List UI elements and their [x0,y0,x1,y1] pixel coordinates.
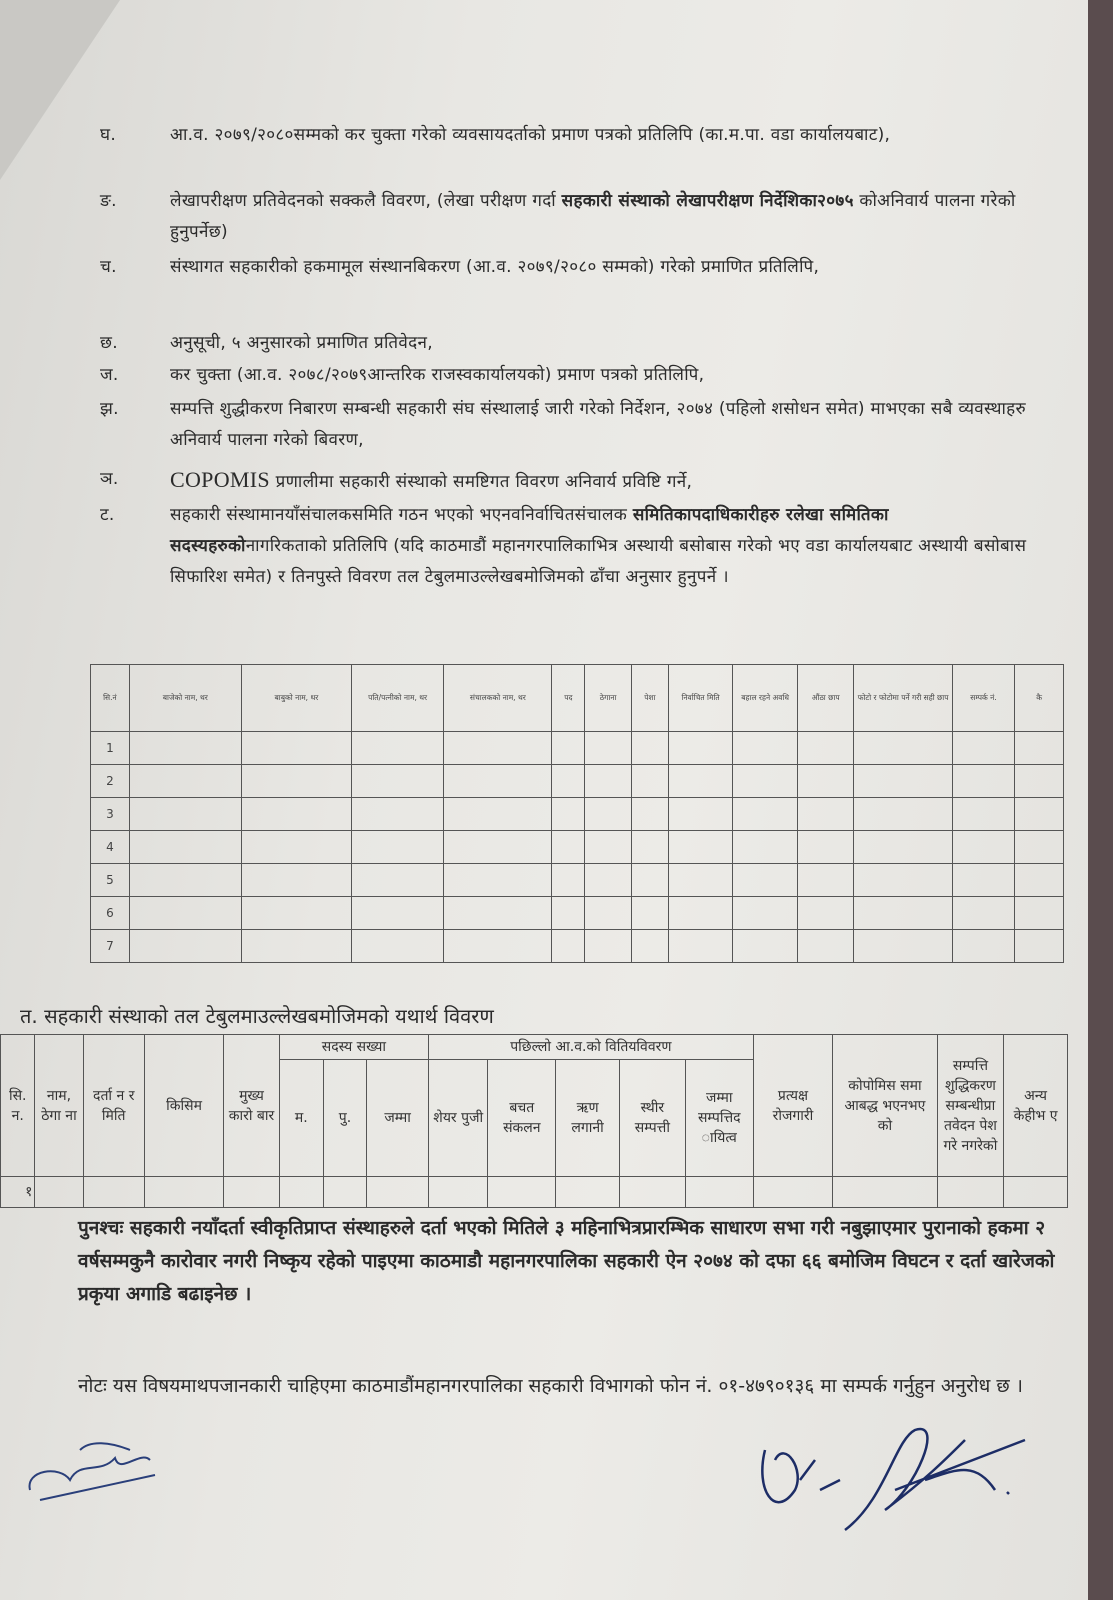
table-cell [952,765,1015,798]
item-label: ङ. [100,191,117,211]
row-number: 6 [91,897,130,930]
table-cell [854,798,952,831]
table-cell [129,897,241,930]
header-cell: पु. [323,1060,367,1177]
item-label: घ. [100,125,117,145]
header-cell: म. [279,1060,323,1177]
item-text: संस्थागत सहकारीको हकमामूल संस्थानबिकरण (आ.व. २०७९/२०८० सम्मको) गरेको प्रमाणित प्रतिलिपि, [170,257,820,277]
row-number: 7 [91,930,130,963]
table-cell [952,864,1015,897]
row-number: 1 [91,732,130,765]
section-title: त. सहकारी संस्थाको तल टेबुलमाउल्लेखबमोजिमको यथार्थ विवरण [20,1004,494,1028]
header-cell: सि.नं [91,665,130,732]
item-chha [100,328,1030,359]
header-cell: ऋण लगानी [556,1060,620,1177]
table-cell [668,831,733,864]
table-row [91,765,1064,798]
table-cell [854,897,952,930]
table-cell [733,864,798,897]
item-text: अनुसूची, ५ अनुसारको प्रमाणित प्रतिवेदन, [170,333,433,353]
table-cell [631,897,668,930]
header-cell: फोटो र फोटोमा पर्ने गरी सही छाप [854,665,952,732]
table-cell [1015,732,1064,765]
table-row [91,732,1064,765]
item-text [170,186,1030,248]
item-label: ञ. [100,469,119,489]
members-header-row [91,665,1064,732]
table-cell [797,765,854,798]
table-row [91,864,1064,897]
row-number: 5 [91,864,130,897]
table-cell [585,831,632,864]
table-cell [241,864,351,897]
item-text: कर चुक्ता (आ.व. २०७८/२०७९आन्तरिक राजस्वकार्यालयको) प्रमाण पत्रको प्रतिलिपि, [170,365,705,385]
table-cell [631,798,668,831]
table-cell [444,897,552,930]
table-cell [733,831,798,864]
header-cell: प्रत्यक्ष रोजगारी [753,1035,832,1177]
table-row [91,930,1064,963]
table-cell [797,831,854,864]
table-row [91,831,1064,864]
table-cell [129,732,241,765]
coop-header-row-1 [1,1035,1068,1060]
item-text [170,464,1030,498]
table-cell [854,831,952,864]
item-nya [100,464,1030,498]
row-number: 2 [91,765,130,798]
item-jha [100,394,1030,456]
table-cell [1015,930,1064,963]
header-cell: मुख्य कारो बार [224,1035,280,1177]
table-cell [351,765,443,798]
item-text-part: कोअनिवार्य पालना गरेको हुनुपर्नेछ) [170,191,1016,242]
table-cell [585,930,632,963]
table-cell [552,732,585,765]
table-cell [129,765,241,798]
table-cell [241,765,351,798]
table-cell [668,930,733,963]
table-row [1,1177,1068,1208]
table-cell [444,831,552,864]
header-group-cell: पछिल्लो आ.व.को वितियविवरण [428,1035,753,1060]
table-cell [668,897,733,930]
item-ja [100,360,1030,391]
table-cell [1015,765,1064,798]
header-cell: सि. न. [1,1035,35,1177]
table-cell [241,930,351,963]
table-cell [952,897,1015,930]
item-label: च. [100,257,117,277]
table-cell [733,732,798,765]
table-cell [668,765,733,798]
header-cell: किसिम [144,1035,223,1177]
header-group-cell: सदस्य सख्या [279,1035,428,1060]
table-cell [631,930,668,963]
item-label: ट. [100,505,115,525]
table-cell [797,930,854,963]
row-number: १ [1,1177,35,1208]
row-number: 4 [91,831,130,864]
table-cell [733,798,798,831]
header-cell: बहाल रहने अवधि [733,665,798,732]
table-cell [241,897,351,930]
item-text-part: नागरिकताको प्रतिलिपि (यदि काठमाडौं महानगरपालिकाभित्र अस्थायी बसोबास गरेको भए वडा कार्यालयबाट अस्थायी बसोबास सिफारिश समेत) र तिनपुस्ते विवरण तल टेबुलमाउल्लेखबमोजिमको ढाँचा अनुसार हुनुपर्ने । [170,536,1027,587]
table-cell [552,831,585,864]
table-cell [351,831,443,864]
header-cell: कोपोमिस समा आबद्ध भएनभए को [833,1035,938,1177]
signature-left [20,1430,160,1510]
item-text-bold: सहकारी संस्थाको लेखापरीक्षण निर्देशिका२०७५ [561,191,854,211]
table-cell [585,765,632,798]
table-cell [854,930,952,963]
table-cell [1015,897,1064,930]
table-cell [351,732,443,765]
header-cell: बाबुको नाम, थर [241,665,351,732]
members-table-body [91,732,1064,963]
table-cell [241,732,351,765]
table-cell [952,798,1015,831]
header-cell: पति/पत्नीको नाम, थर [351,665,443,732]
signature-right [745,1420,1035,1550]
header-cell: कै [1015,665,1064,732]
table-cell [733,765,798,798]
table-cell [129,798,241,831]
table-cell [552,897,585,930]
item-text [170,500,1030,593]
item-text-part: सहकारी संस्थामानयाँसंचालकसमिति गठन भएको भएनवनिर्वाचितसंचालक [170,505,633,525]
header-cell: बचत संकलन [488,1060,556,1177]
header-cell: ठेगाना [585,665,632,732]
item-text-part: प्रणालीमा सहकारी संस्थाको समष्टिगत विवरण अनिवार्य प्रविष्टि गर्ने, [269,472,693,492]
table-cell [129,831,241,864]
table-cell [552,930,585,963]
table-cell [733,897,798,930]
item-text-bold: समितिकापदाधिकारीहरु रलेखा समितिका सदस्यहरुको [170,505,889,556]
table-cell [631,765,668,798]
table-cell [444,765,552,798]
table-cell [631,864,668,897]
table-cell [668,864,733,897]
header-cell: नाम, ठेगा ना [35,1035,83,1177]
item-ta [100,500,1030,593]
members-table [90,664,1064,963]
postscript-paragraph: पुनश्चः सहकारी नयाँदर्ता स्वीकृतिप्राप्त संस्थाहरुले दर्ता भएको मितिले ३ महिनाभित्रप्रारम्भिक साधारण सभा गरी नबुझाएमार पुरानाको हकमा २ वर्षसम्मकुनै कारोवार नगरी निष्कृय रहेको पाइएमा काठमाडौ महानगरपालिका सहकारी ऐन २०७४ को दफा ६६ बमोजिम विघटन र दर्ता खारेजको प्रकृया अगाडि बढाइनेछ । [78,1217,1055,1305]
table-cell [351,864,443,897]
header-cell: जम्मा सम्पत्तिद ायित्व [685,1060,753,1177]
table-cell [797,798,854,831]
table-cell [552,765,585,798]
table-cell [444,864,552,897]
table-cell [854,864,952,897]
header-cell: पद [552,665,585,732]
table-cell [797,897,854,930]
table-cell [552,864,585,897]
header-cell: दर्ता न र मिति [83,1035,144,1177]
table-cell [351,798,443,831]
table-cell [1015,798,1064,831]
page-fold [0,0,120,180]
header-cell: औंठा छाप [797,665,854,732]
item-text-part: लेखापरीक्षण प्रतिवेदनको सक्कलै विवरण, (लेखा परीक्षण गर्दा [170,191,562,211]
table-cell [241,798,351,831]
table-cell [444,930,552,963]
cooperative-details-table [0,1034,1068,1208]
row-number: 3 [91,798,130,831]
table-cell [129,864,241,897]
header-cell: सम्पर्क नं. [952,665,1015,732]
table-cell [797,864,854,897]
item-cha [100,252,1030,283]
item-gha [100,120,1030,151]
item-text: सम्पत्ति शुद्धीकरण निबारण सम्बन्धी सहकारी संघ संस्थालाई जारी गरेको निर्देशन, २०७४ (पहिलो शसोधन समेत) माभएका सबै व्यवस्थाहरु अनिवार्य पालना गरेको बिवरण, [170,399,1026,450]
table-cell [631,732,668,765]
table-cell [241,831,351,864]
table-cell [444,732,552,765]
table-cell [733,930,798,963]
table-cell [1015,831,1064,864]
table-cell [854,732,952,765]
item-label: झ. [100,399,119,419]
table-cell [444,798,552,831]
table-cell [585,897,632,930]
header-cell: शेयर पुजी [428,1060,488,1177]
table-row [91,798,1064,831]
header-cell: संचालकको नाम, थर [444,665,552,732]
note-paragraph: नोटः यस विषयमाथपजानकारी चाहिएमा काठमाडौंमहानगरपालिका सहकारी विभागको फोन नं. ०१-४७९०१३६ मा सम्पर्क गर्नुहुन अनुरोध छ । [78,1375,1023,1397]
header-cell: बाजेको नाम, थर [129,665,241,732]
header-cell: अन्य केहीभ ए [1004,1035,1068,1177]
item-label: छ. [100,333,118,353]
table-cell [351,930,443,963]
table-cell [129,930,241,963]
table-cell [351,897,443,930]
header-cell: जम्मा [367,1060,429,1177]
item-text: आ.व. २०७९/२०८०सम्मको कर चुक्ता गरेको व्यवसायदर्ताको प्रमाण पत्रको प्रतिलिपि (का.म.पा. वडा कार्यालयबाट), [170,125,891,145]
table-cell [668,732,733,765]
table-cell [585,732,632,765]
header-cell: सम्पत्ति शुद्धिकरण सम्बन्धीप्रा तवेदन पेश गरे नगरेको [937,1035,1003,1177]
table-cell [854,765,952,798]
table-cell [668,798,733,831]
table-row [91,897,1064,930]
table-cell [1015,864,1064,897]
table-cell [952,732,1015,765]
table-cell [952,831,1015,864]
table-cell [631,831,668,864]
header-cell: निर्वाचित मिति [668,665,733,732]
table-cell [552,798,585,831]
header-cell: स्थीर सम्पत्ती [619,1060,685,1177]
copomis-text: COPOMIS [170,467,270,492]
item-label: ज. [100,365,119,385]
header-cell: पेशा [631,665,668,732]
table-cell [797,732,854,765]
table-cell [585,864,632,897]
table-cell [952,930,1015,963]
item-nga [100,186,1030,248]
table-cell [585,798,632,831]
